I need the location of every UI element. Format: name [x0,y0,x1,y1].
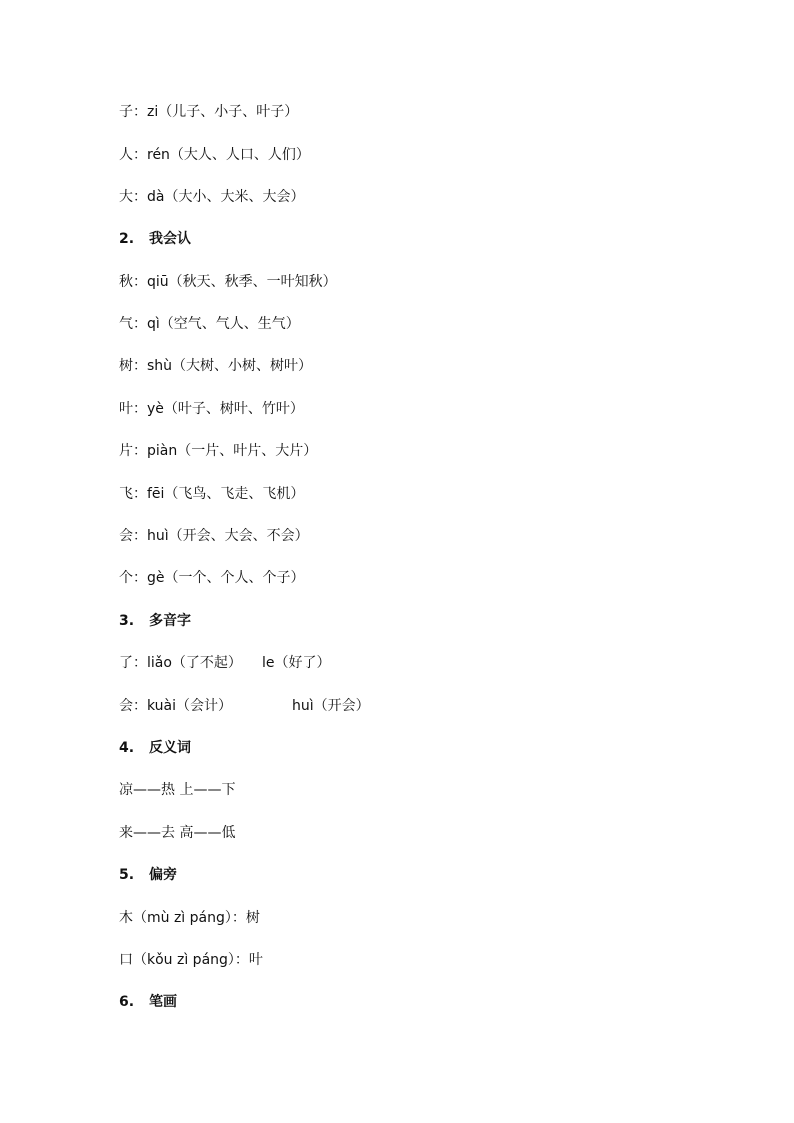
list-item: 气：qì（空气、气人、生气） [119,316,300,332]
list-item: 树：shù（大树、小树、树叶） [119,358,313,374]
section-title: 笔画 [149,994,177,1010]
polyphone-reading-b: le（好了） [261,655,331,671]
section-title: 反义词 [149,740,191,756]
section-heading [119,993,177,1011]
list-item: 叶：yè（叶子、树叶、竹叶） [119,401,304,417]
list-item: 飞：fēi（飞鸟、飞走、飞机） [119,486,305,502]
list-item: 来——去 高——低 [119,825,236,841]
polyphone-reading-a: 了：liǎo（了不起） [119,655,242,671]
section-number: 2. [119,231,135,247]
list-item: 片：piàn（一片、叶片、大片） [119,443,318,459]
polyphone-reading-a: 会：kuài（会计） [119,698,233,714]
section-title: 偏旁 [149,867,177,883]
list-item: 子：zi（儿子、小子、叶子） [119,104,299,120]
list-item: 大：dà（大小、大米、大会） [119,189,305,205]
list-item: 会：huì（开会、大会、不会） [119,528,309,544]
section-number: 4. [119,740,135,756]
section-number: 3. [119,613,135,629]
list-item: 凉——热 上——下 [119,782,236,798]
list-item: 人：rén（大人、人口、人们） [119,147,310,163]
section-heading [119,230,191,248]
section-title: 多音字 [149,613,191,629]
section-heading [119,739,191,757]
section-number: 5. [119,867,135,883]
section-title: 我会认 [149,231,191,247]
list-item: 个：gè（一个、个人、个子） [119,570,305,586]
section-heading [119,612,191,630]
polyphone-reading-b: huì（开会） [292,698,370,714]
section-heading [119,866,177,884]
list-item [119,654,330,672]
section-number: 6. [119,994,135,1010]
list-item: 口（kǒu zì páng）：叶 [119,952,263,968]
list-item: 木（mù zì páng）：树 [119,910,260,926]
list-item: 秋：qiū（秋天、秋季、一叶知秋） [119,274,337,290]
list-item [119,697,370,715]
